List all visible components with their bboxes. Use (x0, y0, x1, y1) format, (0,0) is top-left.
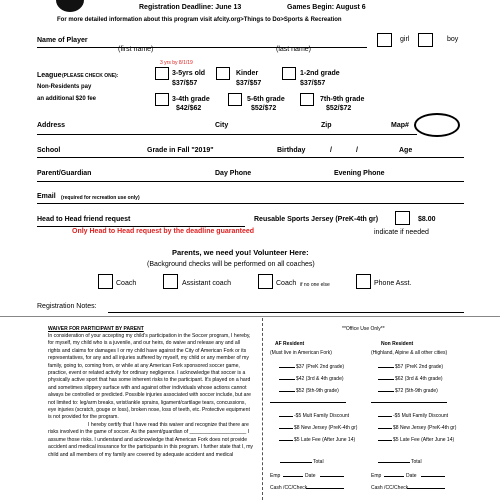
waiver-body: In consideration of your accepting my child's participation in the Soccer program, I hereby, for myself, my child who is a juvenile, and our heirs, do waive and release any and all rights and claims for damages I or my child have against the City of American Fork or its representatives, for any and all injuries suffered by myself, my child or any member of my family, going to, coming from, or while at any American Fork sponsored soccer game, practice, event or related activity for ordinary negligence. I acknowledge that soccer is a physically active sport that has some inherent risks to the participant. It's played on a hard and sometimes slippery surface with and against other individuals whose actions cannot always be controlled or predicted. Possible injuries associated with soccer include, but are not limited to: leg/arm breaks, wrist/ankle sprains, ligament/cartilage tears, concussions, eye injuries (scratch, gouge or loss), broken nose, loss of teeth, etc. Protective equipment is not provided for the program. I hereby certify that I have read this waiver and recognize that there are risks involved in the game of soccer. As the parent/guardian of ____________________ I assume those risks. I understand and acknowledge that American Fork does not provide accident and medical insurance for the participants in this program. I further state that I, my child and all members of my family are covered by adequate accident and medical (48, 333, 253, 458)
league-option-price: $52/$72 (326, 105, 352, 112)
birthday-label: Birthday (277, 147, 306, 154)
nr-item: $8 New Jersey (PreK-4th gr) (393, 425, 457, 431)
boy-checkbox[interactable] (418, 33, 433, 47)
guardian-line (37, 181, 464, 182)
map-number-oval[interactable] (414, 113, 460, 137)
jersey-checkbox[interactable] (395, 211, 410, 225)
non-resident-sub: (Highland, Alpine & all other cities) (371, 350, 448, 356)
af-item: $37 (PreK 2nd grade) (296, 364, 345, 370)
league-option-price: $52/$72 (251, 105, 277, 112)
evening-phone-label: Evening Phone (334, 170, 385, 177)
assistant-coach-checkbox[interactable] (163, 274, 178, 289)
girl-checkbox[interactable] (377, 33, 392, 47)
girl-label: girl (400, 36, 410, 43)
af-emp-label: Emp (270, 473, 281, 479)
office-use-title: **Office Use Only** (342, 326, 385, 332)
soccer-ball-logo (56, 0, 84, 12)
registration-notes-label: Registration Notes: (37, 303, 97, 310)
office-divider (262, 318, 263, 500)
boy-label: boy (447, 36, 459, 43)
league-option-name: 1-2nd grade (300, 70, 340, 77)
notes-divider (0, 316, 500, 317)
league-checkbox-1-2nd[interactable] (282, 67, 296, 80)
coach-if-needed-checkbox[interactable] (258, 274, 273, 289)
af-item: $8 New Jersey (PreK-4th gr) (294, 425, 358, 431)
league-option-name: 3-5yrs old (172, 70, 206, 77)
league-checkbox-5-6th[interactable] (228, 93, 242, 106)
nr-item: $72 (5th-9th grade) (395, 388, 438, 394)
last-name-caption: (last name) (276, 46, 312, 53)
league-option-name: Kinder (236, 70, 259, 77)
nr-item: $5 Late Fee (After June 14) (393, 437, 455, 443)
league-label: League (37, 72, 62, 79)
league-checkbox-7-9th[interactable] (300, 93, 314, 106)
registration-deadline: Registration Deadline: June 13 (139, 4, 242, 11)
coach-if-note: if no one else (300, 282, 330, 288)
nr-date-label: Date (406, 473, 417, 479)
head-to-head-label: Head to Head friend request (37, 216, 131, 223)
coach-checkbox[interactable] (98, 274, 113, 289)
age-note: 3 yrs by 8/1/19 (160, 60, 193, 66)
league-option-price: $37/$57 (236, 80, 262, 87)
league-option-price: $42/$62 (176, 105, 202, 112)
zip-label: Zip (321, 122, 332, 129)
assistant-coach-label: Assistant coach (182, 280, 232, 287)
guardian-label: Parent/Guardian (37, 170, 92, 177)
jersey-label: Reusable Sports Jersey (PreK-4th gr) (254, 216, 379, 223)
league-option-price: $37/$57 (300, 80, 326, 87)
birthday-slash-1: / (330, 147, 332, 154)
af-item: $5 Late Fee (After June 14) (294, 437, 356, 443)
league-option-name: 3-4th grade (172, 96, 210, 103)
email-line (37, 203, 464, 204)
first-name-caption: (first name) (118, 46, 154, 53)
jersey-price: $8.00 (418, 216, 436, 223)
address-line (37, 134, 417, 135)
indicate-if-needed: indicate if needed (374, 229, 429, 236)
map-label: Map# (391, 122, 409, 129)
day-phone-label: Day Phone (215, 170, 252, 177)
email-note: (required for recreation use only) (61, 195, 140, 201)
nonres-note-2: an additional $20 fee (37, 96, 97, 102)
af-date-label: Date (305, 473, 316, 479)
games-begin: Games Begin: August 6 (287, 4, 366, 11)
school-line (37, 157, 464, 158)
league-checkbox-3-5yrs[interactable] (155, 67, 169, 80)
af-item: -$5 Mult Family Discount (294, 413, 350, 419)
league-option-price: $37/$57 (172, 80, 198, 87)
af-item: $52 (5th-9th grade) (296, 388, 339, 394)
league-checkbox-kinder[interactable] (216, 67, 230, 80)
league-check-one: (PLEASE CHECK ONE): (62, 73, 119, 79)
af-resident-sub: (Must live in American Fork) (270, 350, 332, 356)
address-label: Address (37, 122, 66, 129)
league-checkbox-3-4th[interactable] (155, 93, 169, 106)
email-label: Email (37, 193, 56, 200)
city-label: City (215, 122, 229, 129)
af-cash-label: Cash /CC/Check (270, 485, 308, 491)
phone-asst-checkbox[interactable] (356, 274, 371, 289)
birthday-slash-2: / (356, 147, 358, 154)
nr-item: -$5 Mult Family Discount (393, 413, 449, 419)
af-resident-title: AF Resident (275, 341, 305, 347)
league-option-name: 7th-9th grade (320, 96, 365, 103)
volunteer-title: Parents, we need you! Volunteer Here: (172, 248, 309, 257)
nr-item: $62 (3rd & 4th grade) (395, 376, 443, 382)
nr-total-label: Total (411, 459, 422, 465)
school-label: School (37, 147, 61, 154)
name-of-player-label: Name of Player (37, 37, 88, 44)
nonres-note-1: Non-Residents pay (37, 84, 92, 90)
phone-asst-label: Phone Asst. (374, 280, 412, 287)
head-to-head-warning: Only Head to Head request by the deadline guaranteed (72, 228, 255, 235)
nr-emp-label: Emp (371, 473, 382, 479)
coach-label: Coach (116, 280, 137, 287)
nr-cash-label: Cash /CC/Check (371, 485, 409, 491)
info-line: For more detailed information about this program visit afcity.org>Things to Do>Sports & Recreation (57, 17, 342, 23)
nr-item: $57 (PreK 2nd grade) (395, 364, 444, 370)
head-to-head-line (37, 226, 245, 227)
coach-if-label: Coach (276, 280, 297, 287)
af-total-label: Total (313, 459, 324, 465)
age-label: Age (399, 147, 413, 154)
registration-notes-line (108, 312, 464, 313)
grade-label: Grade in Fall "2019" (147, 147, 214, 154)
non-resident-title: Non Resident (381, 341, 414, 347)
af-item: $42 (3rd & 4th grade) (296, 376, 344, 382)
waiver-title: WAIVER FOR PARTICIPANT BY PARENT (48, 326, 144, 332)
name-line (37, 47, 367, 48)
volunteer-subtitle: (Background checks will be performed on all coaches) (147, 261, 315, 268)
league-option-name: 5-6th grade (247, 96, 285, 103)
